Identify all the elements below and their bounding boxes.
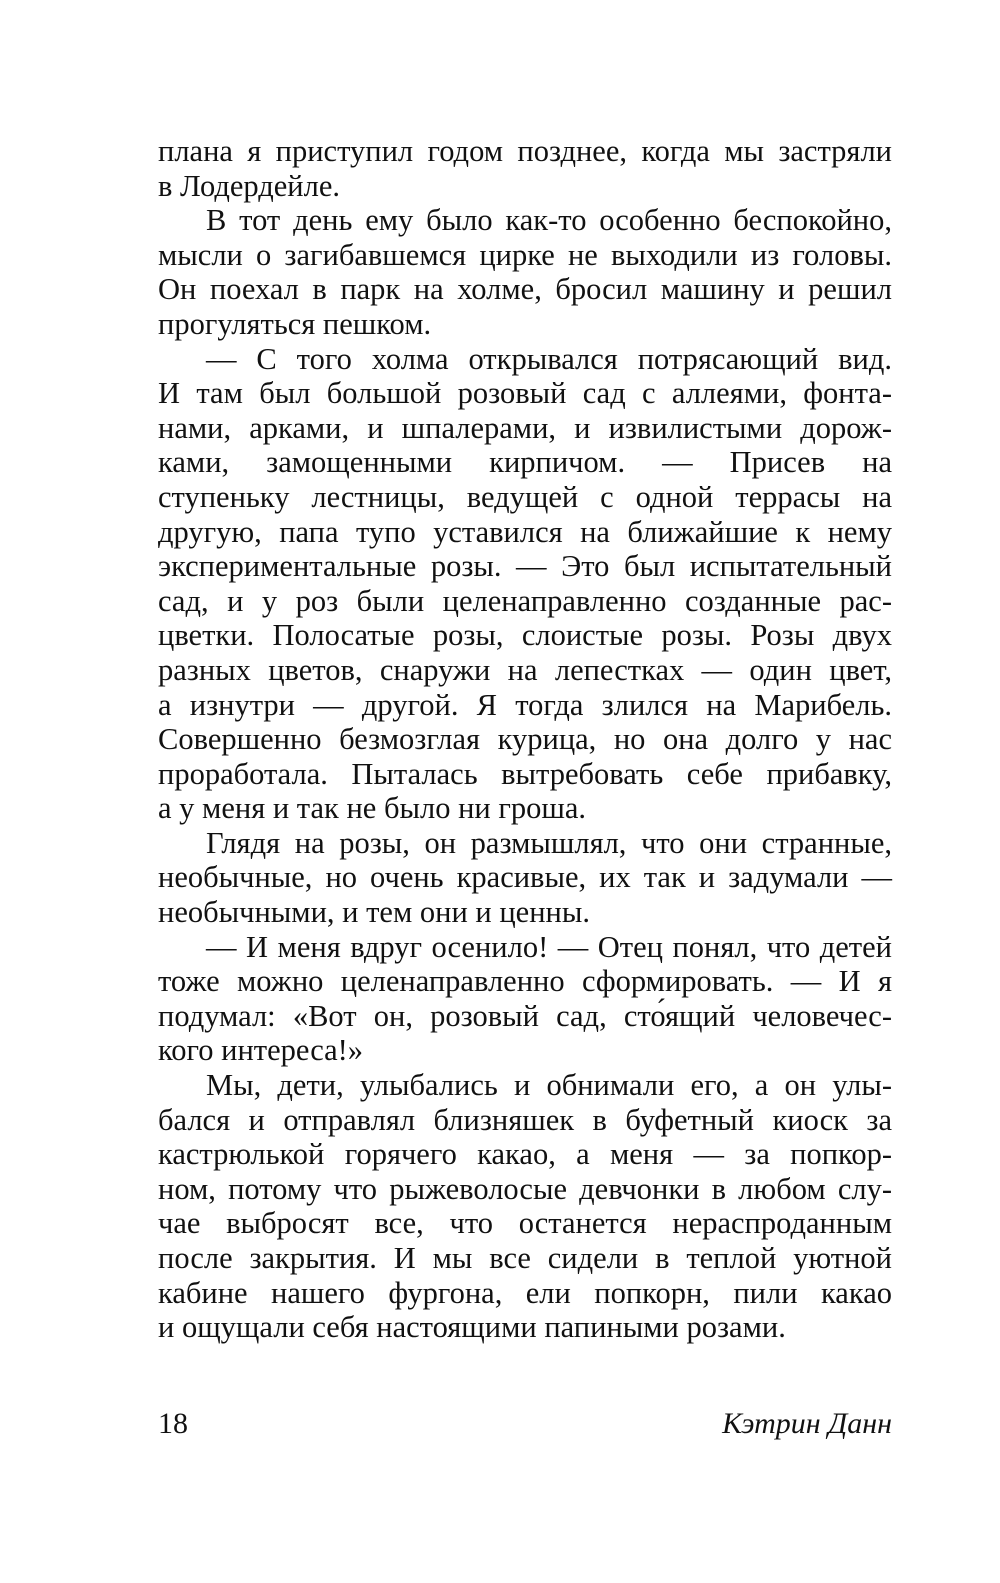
paragraph: [158, 930, 892, 1068]
text-line: нами, арками, и шпалерами, и извилистыми дорож-: [158, 410, 892, 445]
text-line: экспериментальные розы. — Это был испытательный: [158, 549, 892, 584]
paragraph: [158, 342, 892, 826]
text-line: разных цветов, снаружи на лепестках — один цвет,: [158, 652, 892, 687]
page-footer: [158, 1404, 892, 1444]
text-line: необычными, и тем они и ценны.: [158, 895, 590, 930]
text-line: и ощущали себя настоящими папиными розами.: [158, 1310, 786, 1345]
text-line: кабине нашего фургона, ели попкорн, пили какао: [158, 1275, 892, 1310]
text-line: ступеньку лестницы, ведущей с одной террасы на: [158, 479, 892, 514]
text-line: Мы, дети, улыбались и обнимали его, а он улы-: [206, 1068, 892, 1103]
text-line: подумал: «Вот он, розовый сад, сто́ящий человечес-: [158, 998, 892, 1033]
paragraph: [158, 826, 892, 930]
text-line: необычные, но очень красивые, их так и задумали —: [158, 860, 892, 895]
text-line: ном, потому что рыжеволосые девчонки в любом слу-: [158, 1171, 892, 1206]
paragraph: [158, 134, 892, 203]
text-line: а изнутри — другой. Я тогда злился на Марибель.: [158, 687, 892, 722]
text-line: — С того холма открывался потрясающий вид.: [206, 341, 892, 376]
paragraph: [158, 203, 892, 341]
running-author: Кэтрин Данн: [722, 1407, 892, 1440]
text-line: бался и отправлял близняшек в буфетный киоск за: [158, 1102, 892, 1137]
text-line: сад, и у роз были целенаправленно созданные рас-: [158, 583, 892, 618]
text-line: прогуляться пешком.: [158, 306, 432, 341]
text-line: мысли о загибавшемся цирке не выходили из головы.: [158, 237, 892, 272]
text-line: цветки. Полосатые розы, слоистые розы. Розы двух: [158, 618, 892, 653]
text-line: Глядя на розы, он размышлял, что они странные,: [206, 825, 892, 860]
text-line: И там был большой розовый сад с аллеями, фонта-: [158, 376, 892, 411]
page-body-text: [158, 134, 892, 1345]
paragraph: [158, 1068, 892, 1345]
text-line: В тот день ему было как-то особенно беспокойно,: [206, 203, 892, 238]
text-line: кастрюлькой горячего какао, а меня — за попкор-: [158, 1137, 892, 1172]
page-number: 18: [158, 1407, 188, 1440]
text-line: чае выбросят все, что останется нераспроданным: [158, 1206, 892, 1241]
text-line: Совершенно безмозглая курица, но она долго у нас: [158, 722, 892, 757]
text-line: проработала. Пыталась вытребовать себе прибавку,: [158, 756, 892, 791]
text-line: тоже можно целенаправленно сформировать. — И я: [158, 964, 892, 999]
text-line: плана я приступил годом позднее, когда мы застряли: [158, 134, 892, 168]
text-line: а у меня и так не было ни гроша.: [158, 791, 586, 826]
text-line: Он поехал в парк на холме, бросил машину и решил: [158, 272, 892, 307]
text-line: ками, замощенными кирпичом. — Присев на: [158, 445, 892, 480]
text-line: другую, папа тупо уставился на ближайшие к нему: [158, 514, 892, 549]
text-line: в Лодердейле.: [158, 168, 340, 203]
text-line: кого интереса!»: [158, 1033, 364, 1068]
text-line: — И меня вдруг осенило! — Отец понял, что детей: [206, 929, 892, 964]
text-line: после закрытия. И мы все сидели в теплой уютной: [158, 1241, 892, 1275]
